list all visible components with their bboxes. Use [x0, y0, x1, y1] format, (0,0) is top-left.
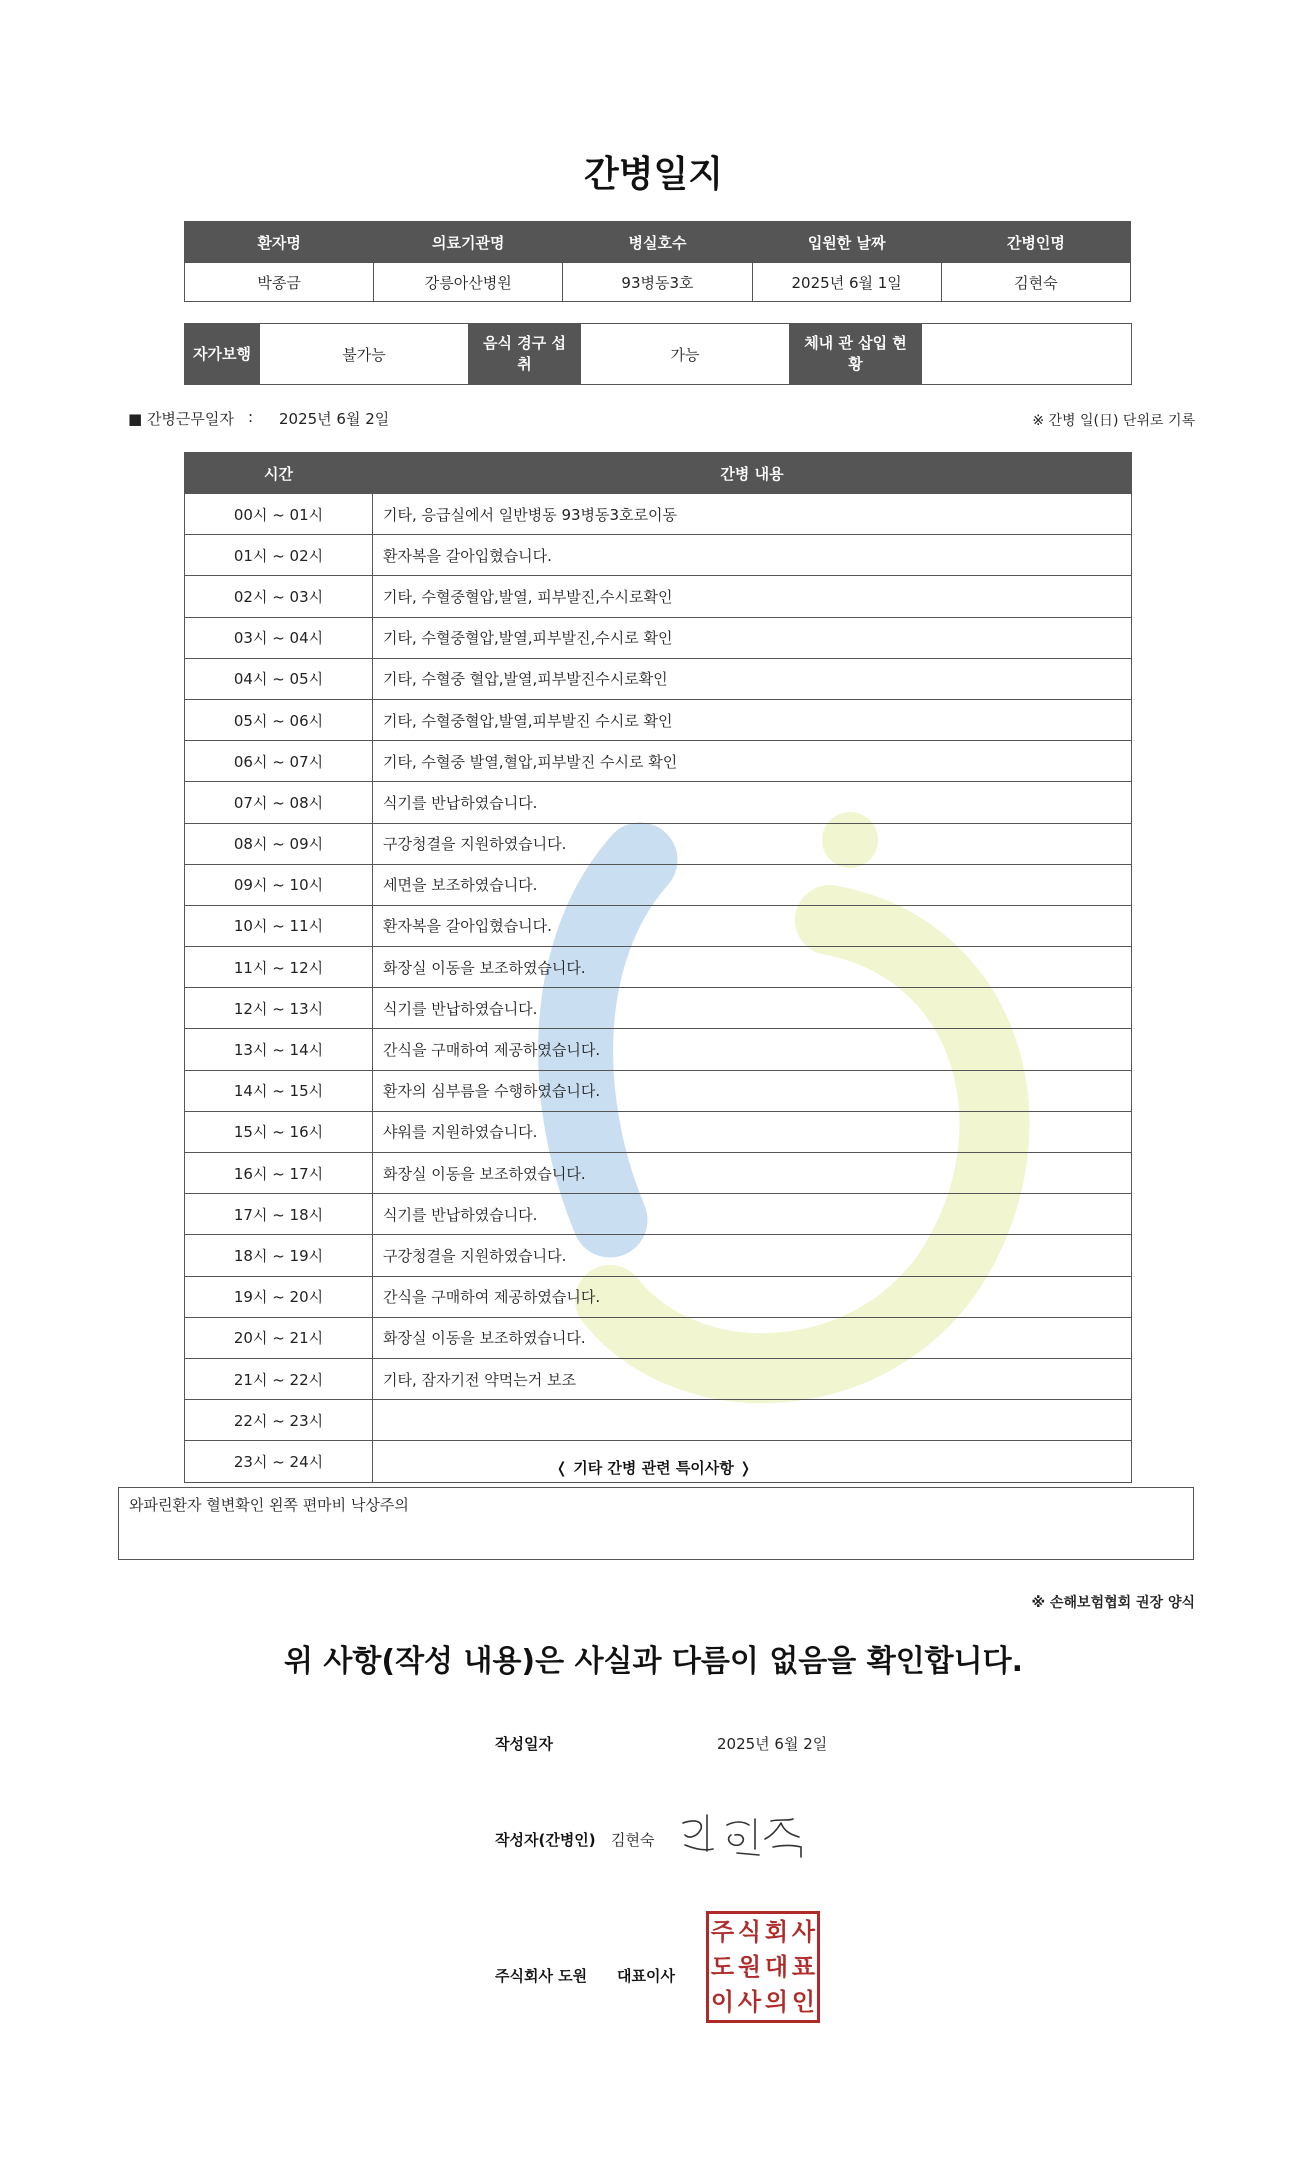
seal-glyph: 사	[791, 1917, 816, 1946]
tube-insertion-value	[922, 324, 1132, 385]
seal-glyph: 도	[710, 1952, 735, 1981]
log-content: 식기를 반납하였습니다.	[373, 1194, 1132, 1235]
seal-glyph: 주	[710, 1917, 735, 1946]
care-log-table	[184, 452, 1132, 1483]
record-unit-note: ※ 간병 일(日) 단위로 기록	[1032, 413, 1195, 429]
log-time: 19시 ~ 20시	[185, 1276, 373, 1317]
log-time: 20시 ~ 21시	[185, 1317, 373, 1358]
special-notes-text: 와파린환자 혈변확인 왼쪽 편마비 낙상주의	[129, 1496, 409, 1514]
special-notes-title: ❬ 기타 간병 관련 특이사항 ❭	[555, 1459, 752, 1477]
seal-glyph: 이	[710, 1988, 735, 2017]
company-seal-stamp	[706, 1911, 820, 2023]
log-time: 11시 ~ 12시	[185, 947, 373, 988]
care-log-row	[185, 576, 1132, 617]
care-log-row	[185, 617, 1132, 658]
log-content: 기타, 잠자기전 약먹는거 보조	[373, 1358, 1132, 1399]
header-care-content: 간병 내용	[373, 453, 1132, 494]
care-log-row	[185, 535, 1132, 576]
ceo-label: 대표이사	[617, 1967, 675, 1985]
log-time: 02시 ~ 03시	[185, 576, 373, 617]
self-walk-value: 불가능	[260, 324, 469, 385]
log-content: 환자복을 갈아입혔습니다.	[373, 905, 1132, 946]
log-content: 기타, 수혈중 발열,혈압,피부발진 수시로 확인	[373, 741, 1132, 782]
company-name: 주식회사 도원	[495, 1967, 588, 1985]
care-log-row	[185, 864, 1132, 905]
log-time: 22시 ~ 23시	[185, 1400, 373, 1441]
caregiver-name: 김현숙	[941, 263, 1130, 302]
care-log-row	[185, 988, 1132, 1029]
log-time: 12시 ~ 13시	[185, 988, 373, 1029]
seal-glyph: 대	[764, 1952, 789, 1981]
written-date-value: 2025년 6월 2일	[717, 1735, 828, 1753]
care-log-row	[185, 741, 1132, 782]
log-time: 10시 ~ 11시	[185, 905, 373, 946]
log-time: 17시 ~ 18시	[185, 1194, 373, 1235]
work-date-label: ■ 간병근무일자	[128, 410, 234, 428]
handwritten-signature	[675, 1805, 815, 1865]
care-log-row	[185, 494, 1132, 535]
log-content: 화장실 이동을 보조하였습니다.	[373, 1317, 1132, 1358]
header-patient-name: 환자명	[185, 222, 374, 263]
log-content: 세면을 보조하였습니다.	[373, 864, 1132, 905]
self-walk-label: 자가보행	[185, 324, 260, 385]
log-time: 08시 ~ 09시	[185, 823, 373, 864]
care-log-row	[185, 1194, 1132, 1235]
log-content	[373, 1400, 1132, 1441]
hospital-name: 강릉아산병원	[374, 263, 563, 302]
care-log-row	[185, 1358, 1132, 1399]
log-time: 00시 ~ 01시	[185, 494, 373, 535]
document-title: 간병일지	[583, 154, 724, 195]
log-content: 기타, 수혈중혈압,발열,피부발진 수시로 확인	[373, 699, 1132, 740]
log-time: 06시 ~ 07시	[185, 741, 373, 782]
log-content: 환자의 심부름을 수행하였습니다.	[373, 1070, 1132, 1111]
log-time: 15시 ~ 16시	[185, 1111, 373, 1152]
care-log-row	[185, 658, 1132, 699]
log-time: 05시 ~ 06시	[185, 699, 373, 740]
seal-glyph: 인	[791, 1988, 816, 2017]
seal-glyph: 표	[791, 1952, 816, 1981]
log-content: 간식을 구매하여 제공하였습니다.	[373, 1276, 1132, 1317]
log-time: 01시 ~ 02시	[185, 535, 373, 576]
care-log-row	[185, 699, 1132, 740]
room-number: 93병동3호	[563, 263, 752, 302]
log-content: 식기를 반납하였습니다.	[373, 782, 1132, 823]
log-content: 화장실 이동을 보조하였습니다.	[373, 947, 1132, 988]
writer-label: 작성자(간병인)	[495, 1831, 596, 1849]
standard-form-note: ※ 손해보험협회 권장 양식	[1031, 1595, 1195, 1611]
writer-name: 김현숙	[611, 1831, 655, 1849]
log-content: 구강청결을 지원하였습니다.	[373, 823, 1132, 864]
care-log-row	[185, 1111, 1132, 1152]
care-log-row	[185, 823, 1132, 864]
care-log-row	[185, 947, 1132, 988]
admission-date: 2025년 6월 1일	[752, 263, 941, 302]
seal-glyph: 식	[737, 1917, 762, 1946]
header-time: 시간	[185, 453, 373, 494]
patient-info-value-row	[185, 263, 1131, 302]
oral-intake-value: 가능	[581, 324, 790, 385]
written-date-label: 작성일자	[495, 1735, 553, 1753]
work-date-value: 2025년 6월 2일	[279, 410, 390, 428]
confirmation-statement: 위 사항(작성 내용)은 사실과 다름이 없음을 확인합니다.	[283, 1644, 1024, 1679]
patient-info-table	[184, 221, 1131, 302]
log-content: 환자복을 갈아입혔습니다.	[373, 535, 1132, 576]
seal-glyph: 회	[764, 1917, 789, 1946]
log-time: 18시 ~ 19시	[185, 1235, 373, 1276]
log-content: 간식을 구매하여 제공하였습니다.	[373, 1029, 1132, 1070]
care-log-row	[185, 1029, 1132, 1070]
care-log-row	[185, 1153, 1132, 1194]
log-time: 14시 ~ 15시	[185, 1070, 373, 1111]
log-time: 13시 ~ 14시	[185, 1029, 373, 1070]
care-log-row	[185, 1400, 1132, 1441]
log-time: 03시 ~ 04시	[185, 617, 373, 658]
header-caregiver-name: 간병인명	[941, 222, 1130, 263]
log-content: 기타, 수혈중혈압,발열,피부발진,수시로 확인	[373, 617, 1132, 658]
log-content: 화장실 이동을 보조하였습니다.	[373, 1153, 1132, 1194]
care-log-row	[185, 782, 1132, 823]
log-time: 21시 ~ 22시	[185, 1358, 373, 1399]
seal-glyph: 사	[737, 1988, 762, 2017]
log-content: 구강청결을 지원하였습니다.	[373, 1235, 1132, 1276]
tube-insertion-label: 체내 관 삽입 현황	[790, 324, 922, 385]
work-date-colon: :	[248, 408, 254, 426]
header-room-number: 병실호수	[563, 222, 752, 263]
oral-intake-label: 음식 경구 섭취	[469, 324, 581, 385]
header-hospital-name: 의료기관명	[374, 222, 563, 263]
patient-info-header-row	[185, 222, 1131, 263]
patient-status-table	[184, 323, 1132, 385]
seal-glyph: 의	[764, 1988, 789, 2017]
log-content: 샤워를 지원하였습니다.	[373, 1111, 1132, 1152]
care-log-row	[185, 905, 1132, 946]
care-log-row	[185, 1235, 1132, 1276]
log-time: 09시 ~ 10시	[185, 864, 373, 905]
log-time: 23시 ~ 24시	[185, 1441, 373, 1482]
log-content: 기타, 수혈중혈압,발열, 피부발진,수시로확인	[373, 576, 1132, 617]
care-log-row	[185, 1070, 1132, 1111]
care-log-row	[185, 1317, 1132, 1358]
special-notes-box	[118, 1487, 1194, 1560]
log-content: 기타, 수혈중 혈압,발열,피부발진수시로확인	[373, 658, 1132, 699]
log-time: 07시 ~ 08시	[185, 782, 373, 823]
care-log-row	[185, 1276, 1132, 1317]
log-time: 04시 ~ 05시	[185, 658, 373, 699]
log-content: 기타, 응급실에서 일반병동 93병동3호로이동	[373, 494, 1132, 535]
log-content: 식기를 반납하였습니다.	[373, 988, 1132, 1029]
patient-name: 박종금	[185, 263, 374, 302]
header-admission-date: 입원한 날짜	[752, 222, 941, 263]
seal-glyph: 원	[737, 1952, 762, 1981]
patient-status-row	[185, 324, 1132, 385]
care-log-header-row	[185, 453, 1132, 494]
log-time: 16시 ~ 17시	[185, 1153, 373, 1194]
